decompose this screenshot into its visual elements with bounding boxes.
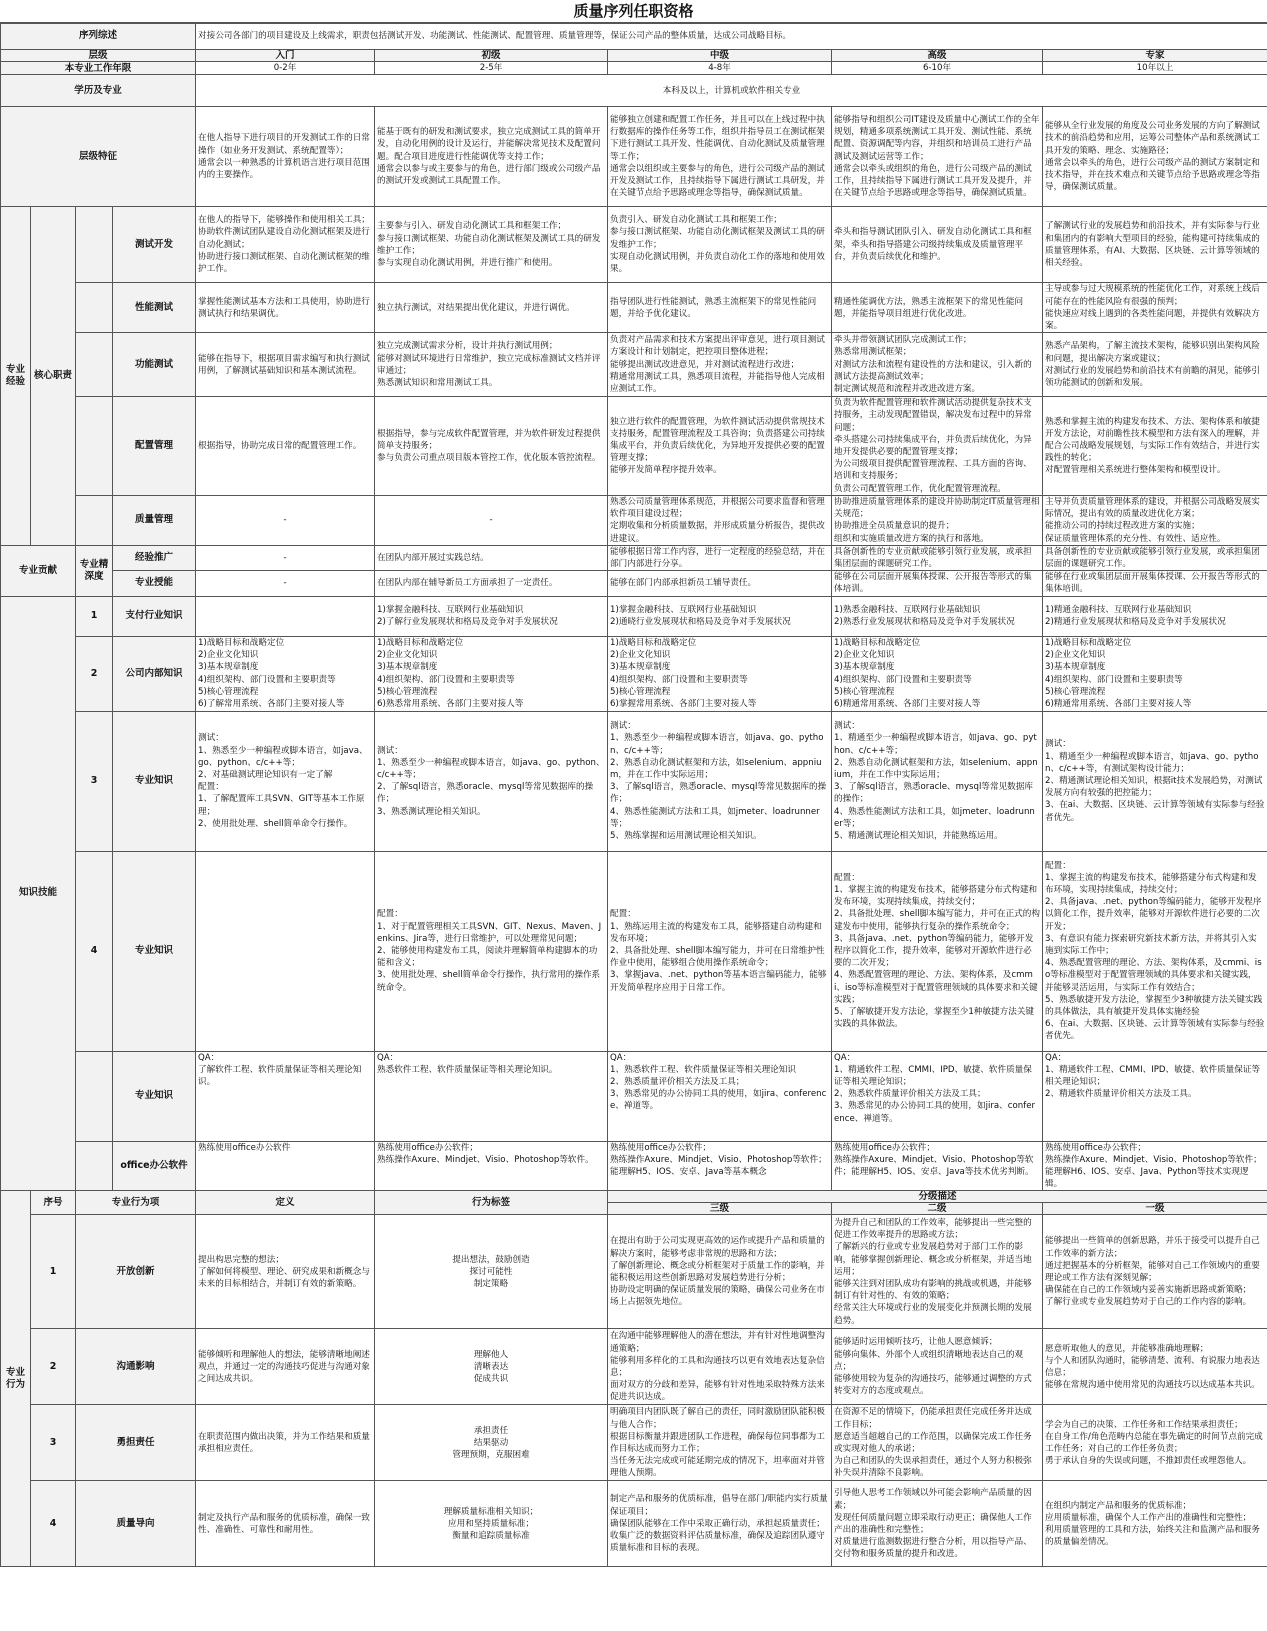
duty-name: 配置管理 [113,397,196,496]
level-expert-header: 专家 [1043,50,1267,62]
duty-cell-level-senior: 牵头并带领测试团队完成测试工作； 熟悉常用测试框架； 对测试方法和流程有建设性的方法和建议，引入新的测试方法提高测试效率； 制定测试规范和流程并改进改进方案。 [832,333,1043,397]
duty-cell-level-entry: - [196,495,375,545]
knowledge-cell-level-senior: 1)战略目标和战略定位 2)企业文化知识 3)基本规章制度 4)组织架构、部门设置和主要职责等 5)核心管理流程 6)精通常用系统、各部门主要对接人等 [832,636,1043,711]
table-row [1,1141,1267,1191]
blank-cell [76,207,113,283]
blank-cell [76,495,113,545]
duty-cell-level-entry: 掌握性能测试基本方法和工具使用，协助进行测试执行和结果调优。 [196,283,375,333]
behavior-grade-3: 在沟通中能够理解他人的潜在想法，并有针对性地调整沟通策略； 能够利用多样化的工具和沟通技巧以更有效地表达复杂信息； 面对双方的分歧和差异，能够有针对性地采取特殊方法来促进共识达成。 [608,1329,832,1405]
behavior-label: 提出想法，鼓励创造 探讨可能性 制定策略 [375,1215,608,1329]
knowledge-cell-level-entry [196,851,375,1051]
behavior-grade-2: 能够适时运用倾听技巧，让他人愿意倾诉； 能够向集体、外部个人或组织清晰地表达自己的观点； 能够使用较为复杂的沟通技巧，能够通过调整的方式转变对方的态度或观点。 [832,1329,1043,1405]
table-row [1,1215,1267,1329]
knowledge-cell-level-junior: QA： 熟悉软件工程、软件质量保证等相关理论知识。 [375,1051,608,1141]
table-row [1,207,1267,283]
table-row [1,1405,1267,1481]
table-row [1,711,1267,851]
table-row [1,333,1267,397]
duty-cell-level-mid: 独立进行软件的配置管理，为软件测试活动提供常规技术支持服务，配置管理流程及工具咨询；负责搭建公司持续集成平台，并负责后续优化，为异地开发提供必要的配置管理支撑； 能够开发简单程序提升效率。 [608,397,832,496]
behavior-grade-2: 为提升自己和团队的工作效率，能够提出一些完整的促进工作效率提升的思路或方法； 了解新兴的行业或专业发展趋势对于部门工作的影响，能够掌握创新理论、概念或分析框架，并适当地运用； 能够关注到对团队成功有影响的挑战或机遇，并能够制订有针对性的、有效的策略； 经常关注大环境或行业的发展变化并预测长期的发展趋势。 [832,1215,1043,1329]
contribution-name: 经验推广 [113,545,196,570]
level-mid-header: 中级 [608,50,832,62]
behavior-grade-3: 制定产品和服务的优质标准，倡导在部门/职能内实行质量保证项目； 确保团队能够在工作中采取正确行动，承担起质量责任； 收集广泛的数据资料评估质量标准，确保及追踪团队遵守质量标准和目标的表现。 [608,1481,832,1567]
duty-cell-level-senior: 协助推进质量管理体系的建设并协助制定IT质量管理相关规范； 协助推进全员质量意识的提升； 组织和实施质量改进方案的执行和落地。 [832,495,1043,545]
level-feature-level-junior: 能基于既有的研发和测试要求，独立完成测试工具的简单开发，自动化用例的设计及运行，并能解决常见技术及配置问题。配合项目进度进行性能调优等支持工作； 通常会以参与或主要参与的角色，进行部门级或公司级产品的测试开发或测试工具配置工作。 [375,107,608,207]
knowledge-cell-level-entry: 测试： 1、熟悉至少一种编程或脚本语言，如java、go、python、c/c++等； 2、对基础测试理论知识有一定了解 配置： 1、了解配置库工具SVN、GIT等基本工作原理； 2、使用批处理、shell简单命令行操作。 [196,711,375,851]
pro-behavior-label: 专业行为 [1,1191,31,1567]
behavior-grade-1: 能够提出一些简单的创新思路，并乐于接受可以提升自己工作效率的新方法； 通过把握基本的分析框架，能够对自己工作领域内的重要理论或工作方法有深刻见解； 确保能在自己的工作领域内妥善实施新思路或新策略； 了解行业或专业发展趋势对于自己的工作内容的影响。 [1043,1215,1267,1329]
knowledge-no: 3 [76,711,113,851]
knowledge-no: 4 [76,851,113,1051]
seq-overview-label: 序列综述 [1,24,196,50]
behavior-label-header: 行为标签 [375,1191,608,1215]
level-feature-level-expert: 能够从全行业发展的角度及公司业务发展的方向了解测试技术的前沿趋势和应用，运筹公司整体产品和系统测试工具开发的策略、理念、实施路径； 通常会以牵头的角色，进行公司级产品的测试方案制定和技术指导，并在技术难点和关键节点给予思路或理念等指导，确保测试质量。 [1043,107,1267,207]
behavior-grade-1: 在组织内制定产品和服务的优质标准； 应用质量标准，确保个人工作产出的准确性和完整性； 利用质量管理的工具和方法，始终关注和监测产品和服务的质量偏差情况。 [1043,1481,1267,1567]
knowledge-name: 专业知识 [113,1051,196,1141]
level-feature-level-entry: 在他人指导下进行项目的开发测试工作的日常操作（如业务开发测试、系统配置等）； 通常会以一种熟悉的计算机语言进行项目范围内的主要操作。 [196,107,375,207]
table-row [1,283,1267,333]
behavior-item-header: 专业行为项 [76,1191,196,1215]
seq-overview-text: 对接公司各部门的项目建设及上线需求，职责包括测试开发、功能测试、性能测试、配置管理、质量管理等，保证公司产品的整体质量，达成公司战略目标。 [196,24,1267,50]
duty-cell-level-mid: 负责引入、研发自动化测试工具和框架工作； 参与接口测试框架、功能自动化测试框架及测试工具的研发维护工作； 实现自动化测试用例，并负责自动化工作的落地和使用效果。 [608,207,832,283]
duty-cell-level-expert: 了解测试行业的发展趋势和前沿技术，并有实际参与行业和集团内的有影响大型项目的经验，能构建可持续集成的质量管理体系，有AI、大数据、区块链、云计算等领域的相关经验。 [1043,207,1267,283]
duty-cell-level-junior: 独立执行测试，对结果提出优化建议，并进行调优。 [375,283,608,333]
table-row [1,1329,1267,1405]
knowledge-name: 支付行业知识 [113,596,196,636]
grade-header-3: 三级 [608,1203,832,1215]
qualification-table [0,23,1267,1567]
duty-cell-level-mid: 指导团队进行性能测试，熟悉主流框架下的常见性能问题，并给予优化建议。 [608,283,832,333]
duty-cell-level-entry: 根据指导，协助完成日常的配置管理工作。 [196,397,375,496]
contribution-cell-level-senior: 能够在公司层面开展集体授课、公开报告等形式的集体培训。 [832,571,1043,596]
behavior-no: 4 [31,1481,76,1567]
behavior-no: 2 [31,1329,76,1405]
level-feature-level-senior: 能够指导和组织公司IT建设及质量中心测试工作的全年规划，精通多项系统测试工具开发、测试性能、系统配置、资源调配等内容，并组织和培训员工进行产品测试及测试运营等工作； 通常会以牵头或组织的角色，进行公司级产品的测试工作，且持续指导下属进行测试工具开发及提升，并在关键节点给予思路或理念等指导，确保测试质量。 [832,107,1043,207]
table-row [1,1051,1267,1141]
table-row [1,1191,1267,1203]
table-row [1,495,1267,545]
pro-contribution-label: 专业贡献 [1,545,76,596]
contribution-cell-level-mid: 能够在部门内部承担新员工辅导责任。 [608,571,832,596]
behavior-label: 承担责任 结果驱动 管理预期，克服困难 [375,1405,608,1481]
behavior-grade-1: 学会为自己的决策、工作任务和工作结果承担责任； 在自身工作/角色范畴内总能在事先确定的时间节点前完成工作任务；对自己的工作任务负责； 勇于承认自身的失误或问题，不推卸责任或埋怨他人。 [1043,1405,1267,1481]
behavior-definition-header: 定义 [196,1191,375,1215]
duty-cell-level-expert: 主导或参与过大规模系统的性能优化工作，对系统上线后可能存在的性能风险有很强的预判； 能快速应对线上遇到的各类性能问题，并提供有效解决方案。 [1043,283,1267,333]
pro-depth-label: 专业精 深度 [76,545,113,596]
level-entry-header: 入门 [196,50,375,62]
duty-name: 测试开发 [113,207,196,283]
knowledge-cell-level-mid: 配置： 1、熟练运用主流的构建发布工具，能够搭建自动构建和发布环境； 2、具备批处理、shell脚本编写能力，并可在日常维护性作业中使用，能够组合使用操作系统命令； 3、掌握java、.net、python等基本语言编码能力，能够开发简单程序应用于日常工作。 [608,851,832,1051]
behavior-no: 3 [31,1405,76,1481]
contribution-cell-level-expert: 具备创新性的专业贡献或能够引领行业发展，或承担集团层面的课题研究工作。 [1043,545,1267,570]
behavior-definition: 制定及执行产品和服务的优质标准，确保一致性、准确性、可靠性和耐用性。 [196,1481,375,1567]
grade-header-2: 二级 [832,1203,1043,1215]
knowledge-cell-level-mid: 测试： 1、熟悉至少一种编程或脚本语言，如java、go、python、c/c++等； 2、熟悉自动化测试框架和方法，如selenium、appnium，并在工作中实际运用； 3、了解sql语言，熟悉oracle、mysql等常见数据库的操作； 4、熟悉性能测试方法和工具，如jmeter、loadrunner等； 5、熟练掌握和运用测试理论相关知识。 [608,711,832,851]
contribution-name: 专业授能 [113,571,196,596]
contribution-cell-level-junior: 在团队内部在辅导新员工方面承担了一定责任。 [375,571,608,596]
contribution-cell-level-expert: 能够在行业或集团层面开展集体授课、公开报告等形式的集体培训。 [1043,571,1267,596]
knowledge-cell-level-entry [196,596,375,636]
years-label: 本专业工作年限 [1,62,196,75]
knowledge-cell-level-senior: 1)熟悉金融科技、互联网行业基础知识 2)熟悉行业发展现状和格局及竞争对手发展状况 [832,596,1043,636]
duty-cell-level-junior: 主要参与引入、研发自动化测试工具和框架工作； 参与接口测试框架、功能自动化测试框架及测试工具的研发维护工作； 参与实现自动化测试用例，并进行推广和使用。 [375,207,608,283]
behavior-grade-1: 愿意听取他人的意见，并能够准确地理解； 与个人和团队沟通时，能够清楚、流利、有说服力地表达信息； 能够在常规沟通中使用常见的沟通技巧以达成基本共识。 [1043,1329,1267,1405]
knowledge-cell-level-junior: 熟练使用office办公软件； 熟练操作Axure、Mindjet、Visio、Photoshop等软件。 [375,1141,608,1191]
knowledge-cell-level-junior: 1)掌握金融科技、互联网行业基础知识 2)了解行业发展现状和格局及竞争对手发展状况 [375,596,608,636]
duty-cell-level-junior: 独立完成测试需求分析，设计并执行测试用例； 能够对测试环境进行日常维护，独立完成标准测试文档并评审通过； 熟悉测试知识和常用测试工具。 [375,333,608,397]
knowledge-cell-level-expert: 配置： 1、掌握主流的构建发布技术，能够搭建分布式构建和发布环境，实现持续集成，持续交付； 2、具备java、.net、python等编码能力，能够开发程序以简化工作，提升效率，能够对开源软件进行必要的二次开发； 3、有意识有能力探索研究新技术新方法，并将其引入实施到实际工作中； 4、熟悉配置管理的理论、方法、架构体系，及cmmi、iso等标准模型对于配置管理领域的具体要求和关键实践，并能够灵活运用，与实际工作有效结合； 5、熟悉敏捷开发方法论，掌握至少3种敏捷方法关键实践的具体做法，具有敏捷开发具体实施经验 6、在ai、大数据、区块链、云计算等领域有实际参与经验者优先。 [1043,851,1267,1051]
table-row [1,851,1267,1051]
table-row [1,571,1267,596]
knowledge-cell-level-junior: 1)战略目标和战略定位 2)企业文化知识 3)基本规章制度 4)组织架构、部门设置和主要职责等 5)核心管理流程 6)熟悉常用系统、各部门主要对接人等 [375,636,608,711]
contribution-cell-level-senior: 具备创新性的专业贡献或能够引领行业发展，或承担集团层面的课题研究工作。 [832,545,1043,570]
knowledge-no [76,1141,113,1191]
table-row [1,596,1267,636]
behavior-name: 勇担责任 [76,1405,196,1481]
knowledge-cell-level-senior: 测试： 1、精通至少一种编程或脚本语言，如java、go、python、c/c++等； 2、熟悉自动化测试框架和方法，如selenium、appnium，并在工作中实际运用； 3、了解sql语言，熟悉oracle、mysql等常见数据库的操作； 4、熟悉性能测试方法和工具，如jmeter、loadrunner等； 5、精通测试理论相关知识，并能熟练运用。 [832,711,1043,851]
knowledge-cell-level-mid: 熟练使用office办公软件； 熟练操作Axure、Mindjet、Visio、Photoshop等软件；能理解H5、IOS、安卓、Java等基本概念 [608,1141,832,1191]
duty-cell-level-senior: 牵头和指导测试团队引入、研发自动化测试工具和框架，牵头和指导搭建公司级持续集成及质量管理平台，并负责后续优化和维护。 [832,207,1043,283]
pro-experience-label: 专业 经验 [1,207,31,546]
duty-cell-level-senior: 负责为软件配置管理和软件测试活动提供复杂技术支持服务，主动发现配置错误，解决发布过程中的异常问题； 牵头搭建公司持续集成平台，并负责后续优化，为异地开发提供必要的配置管理支撑； 为公司级项目提供配置管理流程、工具方面的咨询、培训和支持服务； 负责公司配置管理工作，优化配置管理流程。 [832,397,1043,496]
behavior-label: 理解他人 清晰表达 促成共识 [375,1329,608,1405]
duty-cell-level-junior: - [375,495,608,545]
behavior-definition: 在职责范围内做出决策，并为工作结果和质量承担相应责任。 [196,1405,375,1481]
level-entry-years: 0-2年 [196,62,375,75]
knowledge-name: 专业知识 [113,711,196,851]
knowledge-cell-level-junior: 配置： 1、对于配置管理相关工具SVN、GIT、Nexus、Maven、Jenkins、Jira等，进行日常维护，可以处理常见问题； 2、能够使用构建发布工具，阅读并理解简单构建脚本的功能和含义； 3、使用批处理、shell简单命令行操作，执行常用的操作系统命令。 [375,851,608,1051]
knowledge-cell-level-entry: 熟练使用office办公软件 [196,1141,375,1191]
level-label: 层级 [1,50,196,62]
knowledge-no: 2 [76,636,113,711]
behavior-name: 开放创新 [76,1215,196,1329]
knowledge-cell-level-senior: 配置： 1、掌握主流的构建发布技术，能够搭建分布式构建和发布环境，实现持续集成，持续交付； 2、具备批处理、shell脚本编写能力，并可在正式的构建发布中使用，能够执行复杂的操作系统命令； 3、具备java、.net、python等编码能力，能够开发程序以简化工作，提升效率，能够对开源软件进行必要的二次开发； 4、熟悉配置管理的理论、方法、架构体系，及cmmi、iso等标准模型对于配置管理领域的具体要求和关键实践； 5、了解敏捷开发方法论，掌握至少1种敏捷方法关键实践的具体做法。 [832,851,1043,1051]
behavior-no: 1 [31,1215,76,1329]
knowledge-no: 1 [76,596,113,636]
level-expert-years: 10年以上 [1043,62,1267,75]
behavior-name: 质量导向 [76,1481,196,1567]
level-senior-header: 高级 [832,50,1043,62]
behavior-definition: 能够倾听和理解他人的想法，能够清晰地阐述观点，并通过一定的沟通技巧促进与沟通对象之间达成共识。 [196,1329,375,1405]
duty-cell-level-senior: 精通性能调优方法，熟悉主流框架下的常见性能问题，并能指导项目组进行优化改进。 [832,283,1043,333]
behavior-grade-3: 明确项目内团队既了解自己的责任，同时激励团队能积极与他人合作； 根据目标衡量并跟进团队工作进程，确保每位同事都为工作目标达成而努力工作； 当任务无法完成或可能延期完成的情况下，坦率面对并管理他人预期。 [608,1405,832,1481]
duty-cell-level-entry: 能够在指导下，根据项目需求编写和执行测试用例，了解测试基础知识和基本测试流程。 [196,333,375,397]
duty-cell-level-entry: 在他人的指导下，能够操作和使用相关工具； 协助软件测试团队建设自动化测试框架及进行自动化测试； 协助进行接口测试框架、自动化测试框架的维护工作。 [196,207,375,283]
duty-cell-level-expert: 熟悉产品架构，了解主流技术架构，能够识别出架构风险和问题，提出解决方案或建议； 对测试行业的发展趋势和前沿技术有前瞻的洞见，能够引领功能测试的创新和发展。 [1043,333,1267,397]
knowledge-skill-label: 知识技能 [1,596,76,1191]
table-row [1,62,1267,75]
behavior-name: 沟通影响 [76,1329,196,1405]
page-title: 质量序列任职资格 [0,0,1267,23]
contribution-cell-level-entry: - [196,571,375,596]
knowledge-cell-level-expert: 熟练使用office办公软件； 熟练操作Axure、Mindjet、Visio、Photoshop等软件；能理解H6、IOS、安卓、Java、Python等技术实现逻辑。 [1043,1141,1267,1191]
level-junior-years: 2-5年 [375,62,608,75]
grade-header-1: 一级 [1043,1203,1267,1215]
blank-cell [76,333,113,397]
knowledge-cell-level-expert: 测试： 1、精通至少一种编程或脚本语言，如java、go、python、c/c++等，有测试架构设计能力； 2、精通测试理论相关知识，根据it技术发展趋势，对测试发展方向有较强的把控能力； 3、在ai、大数据、区块链、云计算等领域有实际参与经验者优先。 [1043,711,1267,851]
duty-cell-level-expert: 主导并负责质量管理体系的建设，并根据公司战略发展实际情况，提出有效的质量改进优化方案； 能推动公司的持续过程改进方案的实施； 保证质量管理体系的充分性、有效性、适应性。 [1043,495,1267,545]
table-row [1,545,1267,570]
contribution-cell-level-mid: 能够根据日常工作内容，进行一定程度的经验总结，并在部门内部进行分享。 [608,545,832,570]
knowledge-cell-level-mid: QA： 1、熟悉软件工程、软件质量保证等相关理论知识 2、熟悉质量评价相关方法及工具； 3、熟悉常见的办公协同工具的使用，如jira、conference、禅道等。 [608,1051,832,1141]
behavior-grade-3: 在提出有助于公司实现更高效的运作或提升产品和质量的解决方案时，能够考虑非常规的思路和方法； 了解创新理论、概念或分析框架对于质量工作的影响，并能积极运用这些创新思路对发展趋势进行分析； 协助设定明确的保证质量发展的策略，确保公司业务在市场上占据领先地位。 [608,1215,832,1329]
knowledge-cell-level-expert: QA： 1、精通软件工程、CMMI、IPD、敏捷、软件质量保证等相关理论知识； 2、精通软件质量评价相关方法及工具。 [1043,1051,1267,1141]
knowledge-name: 公司内部知识 [113,636,196,711]
knowledge-no [76,1051,113,1141]
education-text: 本科及以上，计算机或软件相关专业 [196,75,1267,107]
knowledge-cell-level-mid: 1)战略目标和战略定位 2)企业文化知识 3)基本规章制度 4)组织架构、部门设置和主要职责等 5)核心管理流程 6)掌握常用系统、各部门主要对接人等 [608,636,832,711]
knowledge-cell-level-entry: 1)战略目标和战略定位 2)企业文化知识 3)基本规章制度 4)组织架构、部门设置和主要职责等 5)核心管理流程 6)了解常用系统、各部门主要对接人等 [196,636,375,711]
knowledge-cell-level-senior: QA： 1、精通软件工程、CMMI、IPD、敏捷、软件质量保证等相关理论知识； 2、熟悉软件质量评价相关方法及工具； 3、熟悉常见的办公协同工具的使用，如jira、conference、禅道等。 [832,1051,1043,1141]
table-row [1,1481,1267,1567]
level-feature-label: 层级特征 [1,107,196,207]
behavior-grade-2: 在资源不足的情境下，仍能承担责任完成任务并达成工作目标； 愿意适当超越自己的工作范围，以确保完成工作任务或实现对他人的承诺； 为自己和团队的失误承担责任，通过个人努力积极弥补失误并清除不良影响。 [832,1405,1043,1481]
knowledge-cell-level-expert: 1)战略目标和战略定位 2)企业文化知识 3)基本规章制度 4)组织架构、部门设置和主要职责等 5)核心管理流程 6)精通常用系统、各部门主要对接人等 [1043,636,1267,711]
behavior-definition: 提出构思完整的想法； 了解如何将模型、理论、研究成果和新概念与未来的目标相结合，并制订有效的新策略。 [196,1215,375,1329]
level-senior-years: 6-10年 [832,62,1043,75]
behavior-label: 理解质量标准相关知识； 应用和坚持质量标准； 衡量和追踪质量标准 [375,1481,608,1567]
contribution-cell-level-junior: 在团队内部开展过实践总结。 [375,545,608,570]
duty-name: 功能测试 [113,333,196,397]
table-row [1,24,1267,50]
knowledge-name: 专业知识 [113,851,196,1051]
table-row [1,636,1267,711]
duty-cell-level-junior: 根据指导，参与完成软件配置管理，并为软件研发过程提供简单支持服务； 参与负责公司重点项目版本管控工作，优化版本管控流程。 [375,397,608,496]
table-row [1,75,1267,107]
level-mid-years: 4-8年 [608,62,832,75]
core-duty-label: 核心职责 [31,207,76,546]
duty-cell-level-mid: 负责对产品需求和技术方案提出评审意见，进行项目测试方案设计和计划制定，把控项目整体进程； 能够提出测试改进意见，并对测试流程进行改进； 精通常用测试工具，熟悉项目流程，并能指导他人完成相应测试工作。 [608,333,832,397]
blank-cell [76,283,113,333]
duty-cell-level-expert: 熟悉和掌握主流的构建发布技术、方法、架构体系和敏捷开发方法论，对前瞻性技术模型和方法有深入的理解，并配合公司战略发展规划，与实际工作有效结合，并进行实践性的转化； 对配置管理相关系统进行整体架构和模型设计。 [1043,397,1267,496]
education-label: 学历及专业 [1,75,196,107]
knowledge-cell-level-junior: 测试： 1、熟悉至少一种编程或脚本语言，如java、go、python、c/c++等； 2、了解sql语言，熟悉oracle、mysql等常见数据库的操作； 3、熟悉测试理论相关知识。 [375,711,608,851]
behavior-grade-2: 引导他人思考工作领域以外可能会影响产品质量的因素； 发现任何质量问题立即采取行动更正；确保他人工作产出的准确性和完整性； 对质量进行监测数据进行整合分析，用以指导产品、交付物和服务质量的提升和改进。 [832,1481,1043,1567]
duty-cell-level-mid: 熟悉公司质量管理体系规范，并根据公司要求监督和管理软件项目建设过程； 定期收集和分析质量数据，并形成质量分析报告，提供改进建议。 [608,495,832,545]
table-row [1,50,1267,62]
knowledge-cell-level-mid: 1)掌握金融科技、互联网行业基础知识 2)通晓行业发展现状和格局及竞争对手发展状况 [608,596,832,636]
contribution-cell-level-entry: - [196,545,375,570]
blank-cell [76,397,113,496]
duty-name: 质量管理 [113,495,196,545]
knowledge-cell-level-expert: 1)精通金融科技、互联网行业基础知识 2)精通行业发展现状和格局及竞争对手发展状况 [1043,596,1267,636]
knowledge-name: office办公软件 [113,1141,196,1191]
knowledge-cell-level-senior: 熟练使用office办公软件； 熟练操作Axure、Mindjet、Visio、Photoshop等软件；能理解H5、IOS、安卓、Java等技术优劣判断。 [832,1141,1043,1191]
duty-name: 性能测试 [113,283,196,333]
behavior-no-header: 序号 [31,1191,76,1215]
table-row [1,397,1267,496]
grade-desc-header: 分级描述 [608,1191,1267,1203]
level-feature-level-mid: 能够独立创建和配置工作任务，并且可以在上线过程中执行数据库的操作任务等工作，组织并指导员工在测试框架下进行测试工具开发、性能调优、自动化测试及质量管理等工作； 通常会以组织或主要参与的角色，进行公司级产品的测试开发及测试工作，且持续指导下属进行测试工具研发，并在关键节点给予思路或理念等指导，确保测试质量。 [608,107,832,207]
level-junior-header: 初级 [375,50,608,62]
knowledge-cell-level-entry: QA： 了解软件工程、软件质量保证等相关理论知识。 [196,1051,375,1141]
table-row [1,107,1267,207]
